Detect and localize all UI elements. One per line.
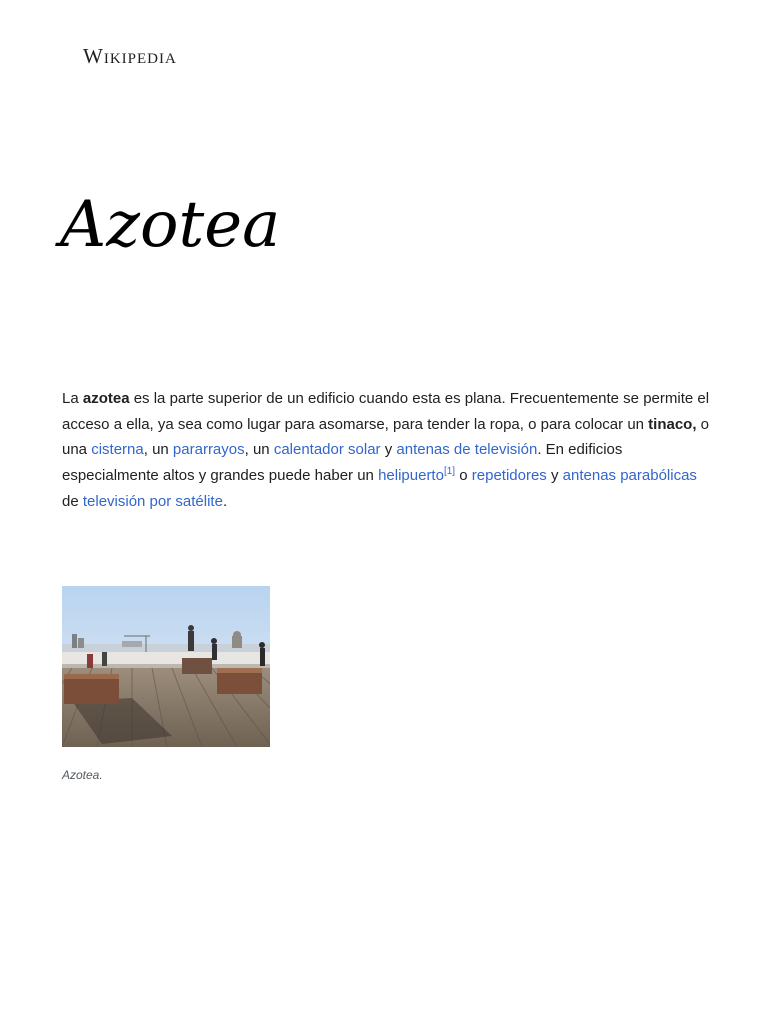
lead-text: o una [62,415,710,459]
lead-text: La [62,390,83,407]
wikipedia-logo[interactable]: Wikipedia [83,44,177,68]
link-antenas-parabolicas[interactable]: antenas parabólicas [562,467,697,485]
lead-text: , un [244,441,274,459]
link-television-satelite[interactable]: televisión por satélite [82,492,223,510]
figure-azotea-image[interactable] [62,586,270,747]
bold-term-azotea: azotea [82,390,130,407]
link-helipuerto[interactable]: helipuerto [378,467,444,485]
lead-text: y [546,467,563,485]
lead-text: y [380,441,397,459]
link-antenas-television[interactable]: antenas de televisión [396,441,538,459]
reference-1[interactable]: [1] [443,466,456,478]
rooftop-photo [62,586,270,747]
page-title: Azotea [60,188,281,262]
link-repetidores[interactable]: repetidores [471,467,547,485]
lead-text: es la parte superior de un edificio cuando esta es plana. Frecuentemente se permite el acceso a ella, ya sea como lugar para asomarse, para tender la ropa, o para colocar un [62,390,710,433]
lead-text: . En edificios especialmente altos y grandes puede haber un [62,441,623,485]
bold-term-tinaco: tinaco, [648,415,697,433]
link-cisterna[interactable]: cisterna [91,441,144,459]
lead-text: . [222,492,228,510]
figure-caption: Azotea. [62,768,103,782]
link-pararrayos[interactable]: pararrayos [172,441,245,459]
lead-paragraph [62,386,712,515]
lead-text: de [62,492,83,510]
lead-text: o [455,467,472,485]
link-calentador-solar[interactable]: calentador solar [273,441,381,459]
lead-text: , un [143,441,173,459]
